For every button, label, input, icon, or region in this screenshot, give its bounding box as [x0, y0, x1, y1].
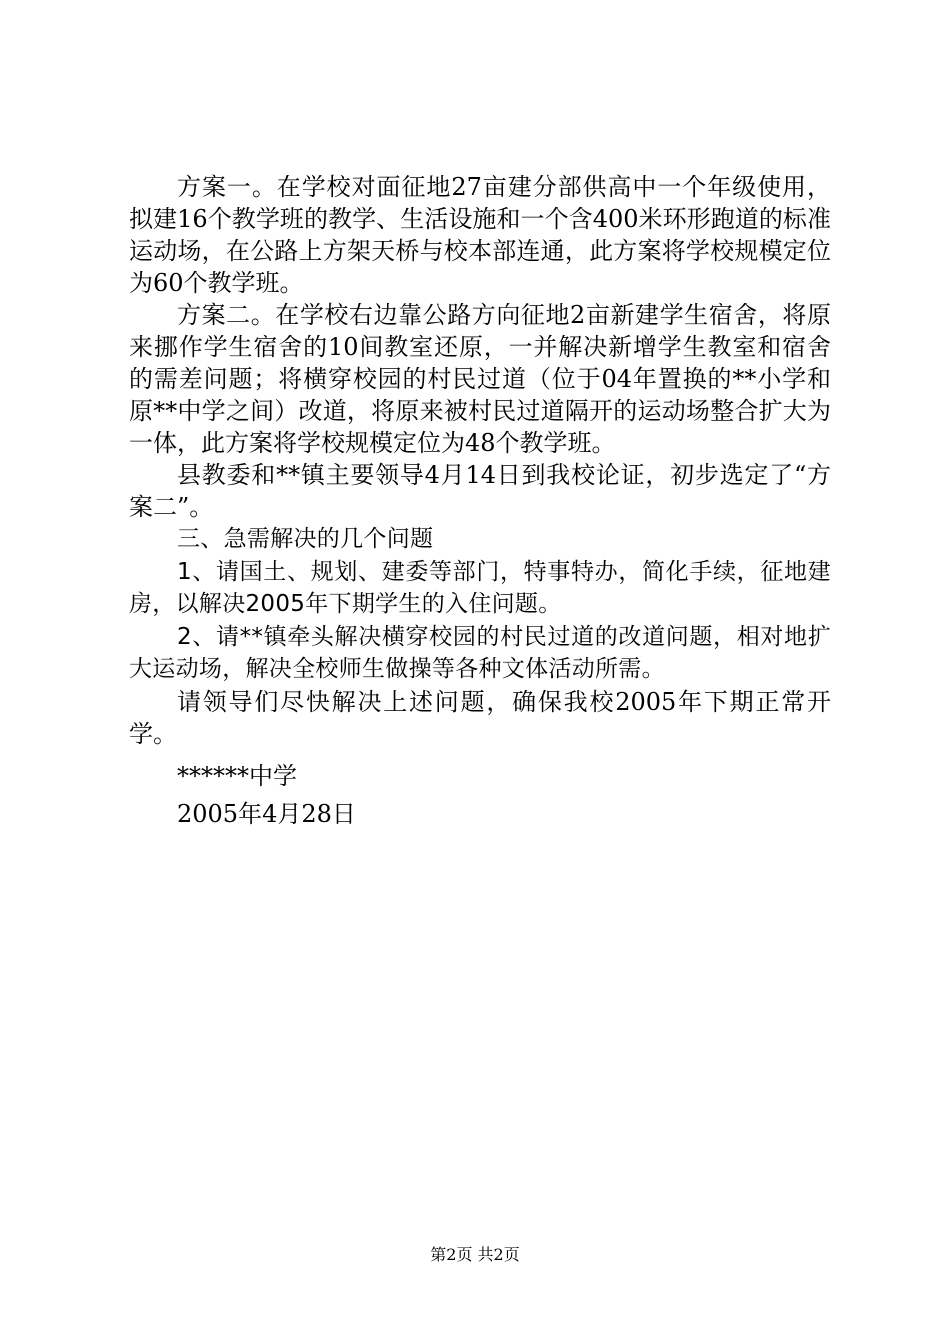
signature: ******中学 — [177, 761, 297, 790]
paragraph-plan-one: 方案一。在学校对面征地27亩建分部供高中一个年级使用，拟建16个教学班的教学、生活设施和一个含400米环形跑道的标准运动场，在公路上方架天桥与校本部连通，此方案将学校规模定位为60个教学班。 — [129, 173, 831, 297]
page-footer: 第2页 共2页 — [430, 1245, 520, 1264]
document-date: 2005年4月28日 — [177, 799, 356, 828]
paragraph-decision: 县教委和**镇主要领导4月14日到我校论证，初步选定了“方案二”。 — [129, 461, 831, 521]
paragraph-plan-two: 方案二。在学校右边靠公路方向征地2亩新建学生宿舍，将原来挪作学生宿舍的10间教室还原，一并解决新增学生教室和宿舍的需差问题；将横穿校园的村民过道（位于04年置换的**小学和原**中学之间）改道，将原来被村民过道隔开的运动场整合扩大为一体，此方案将学校规模定位为48个教学班。 — [129, 301, 831, 457]
document-body — [129, 171, 831, 830]
issue-item-1: 1、请国土、规划、建委等部门，特事特办，简化手续，征地建房，以解决2005年下期学生的入住问题。 — [129, 558, 831, 617]
issue-item-2: 2、请**镇牵头解决横穿校园的村民过道的改道问题，相对地扩大运动场，解决全校师生做操等各种文体活动所需。 — [129, 623, 831, 682]
section-heading: 三、急需解决的几个问题 — [177, 526, 434, 552]
closing-paragraph: 请领导们尽快解决上述问题，确保我校2005年下期正常开学。 — [129, 687, 831, 748]
